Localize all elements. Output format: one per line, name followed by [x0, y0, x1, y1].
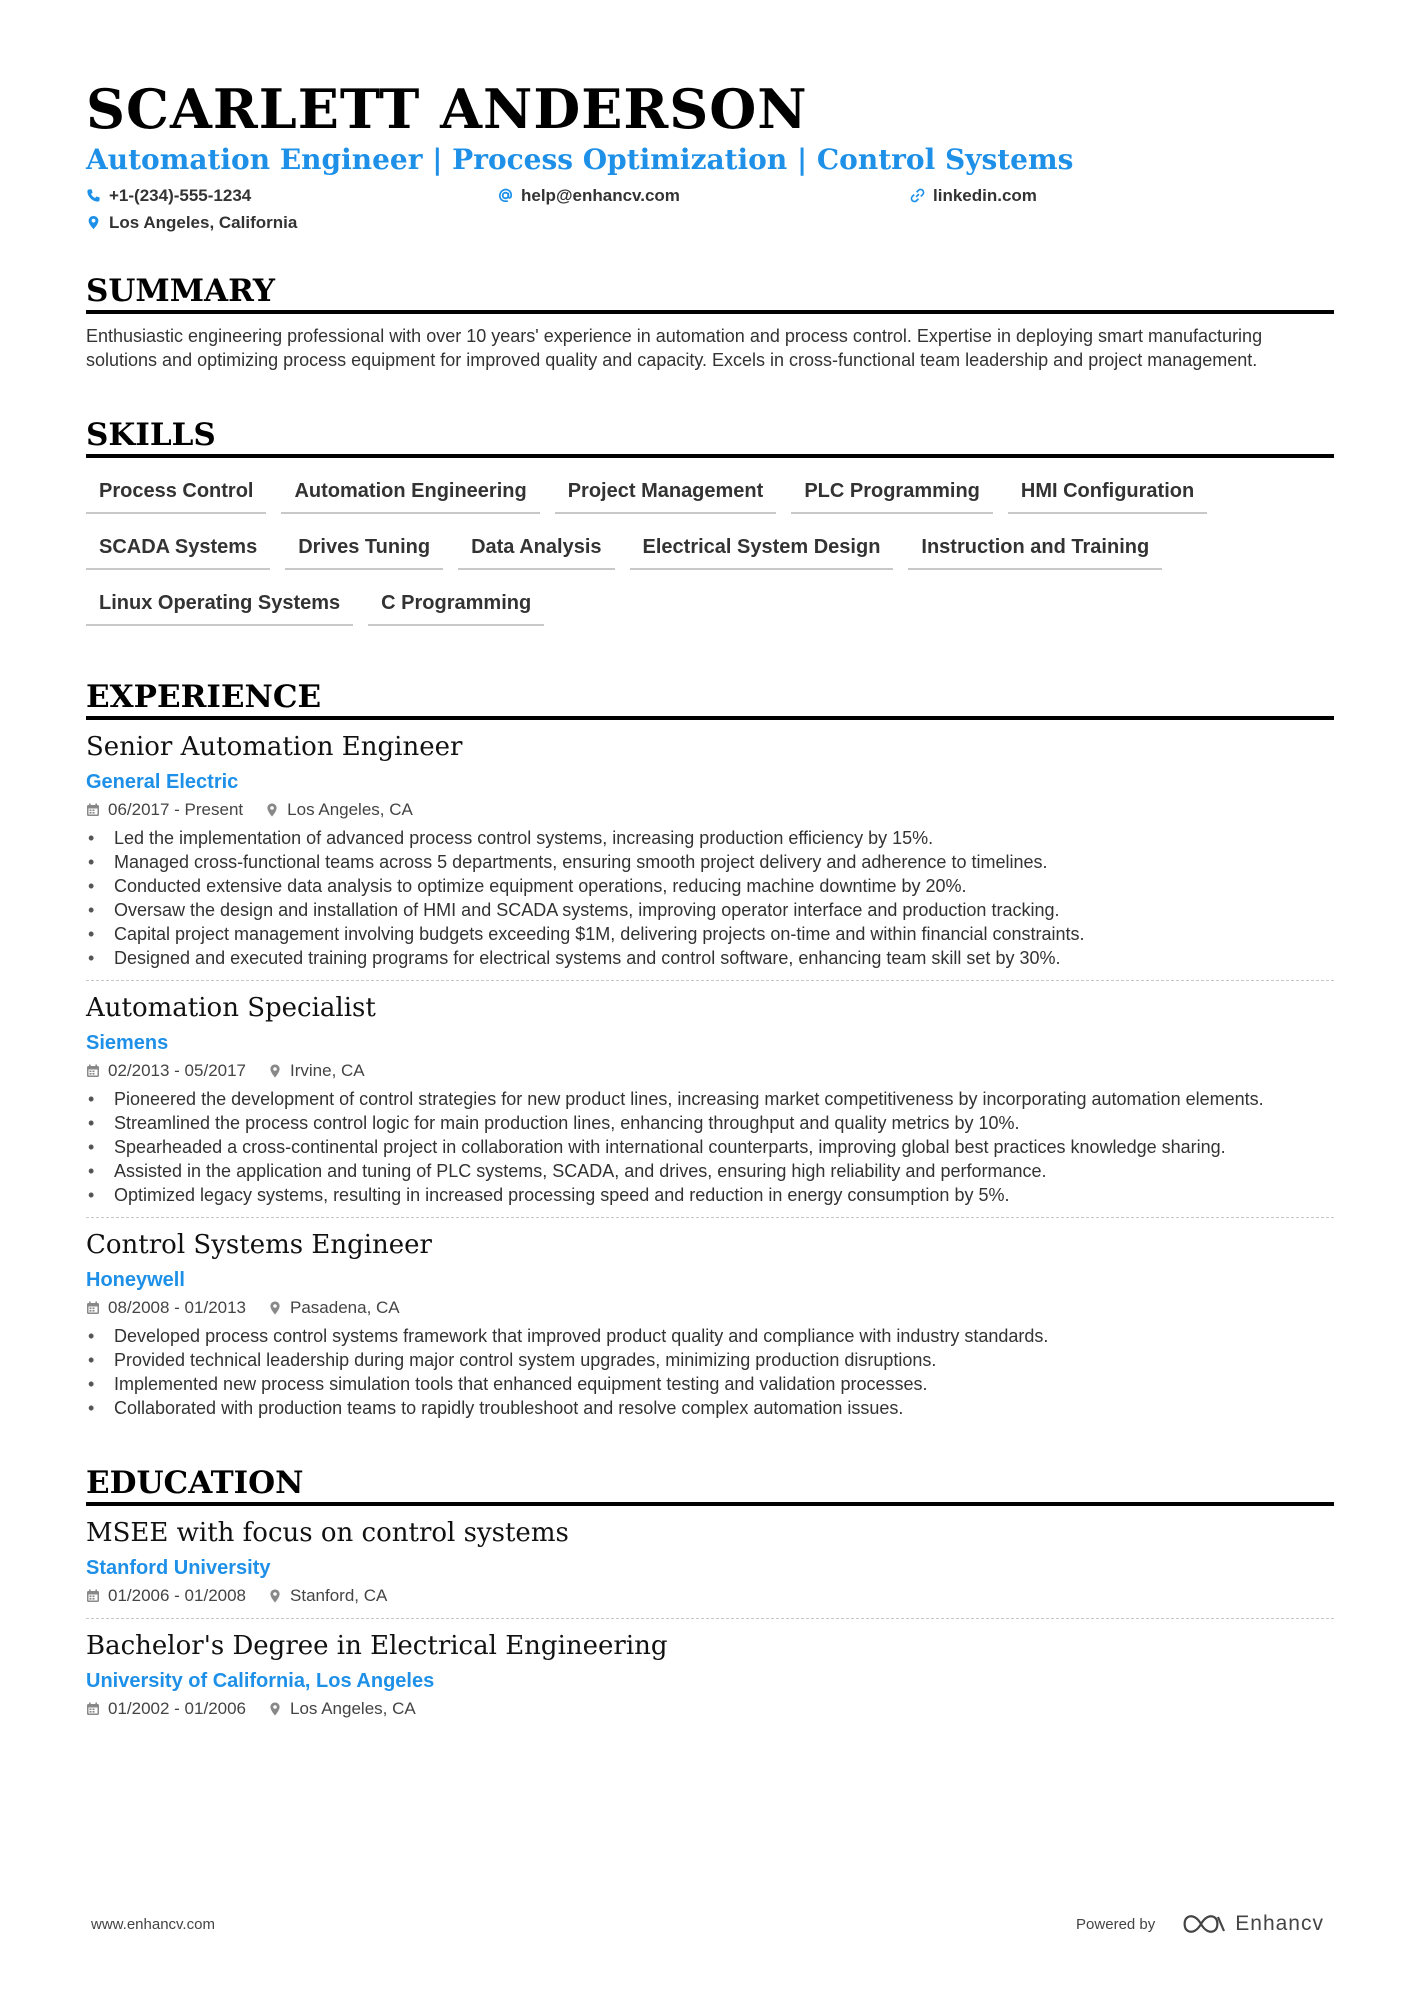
job-location	[268, 1059, 365, 1083]
school-location-text: Stanford, CA	[290, 1586, 388, 1605]
enhancv-logo-icon	[1181, 1912, 1227, 1936]
date-range-text: 01/2006 - 01/2008	[108, 1586, 247, 1605]
school-name: Stanford University	[86, 1557, 271, 1579]
achievement-item: • Assisted in the application and tuning of PLC systems, SCADA, and drives, ensuring high reliability and performance.	[86, 1159, 1334, 1183]
contact-phone-text: +1-(234)-555-1234	[109, 185, 252, 205]
entry-meta	[86, 1697, 1334, 1721]
achievement-item: • Developed process control systems framework that improved product quality and compliance with industry standards.	[86, 1324, 1334, 1348]
candidate-name: SCARLETT ANDERSON	[86, 77, 808, 141]
company-name: Siemens	[86, 1032, 169, 1054]
school-location-text: Los Angeles, CA	[290, 1699, 416, 1718]
skill-tag: HMI Configuration	[1008, 470, 1207, 514]
date-range-text: 08/2008 - 01/2013	[108, 1298, 247, 1317]
calendar-icon	[86, 1064, 100, 1078]
achievement-item: • Spearheaded a cross-continental project in collaboration with international counterparts, improving global best practices knowledge sharing.	[86, 1135, 1334, 1159]
achievement-list	[86, 826, 1334, 970]
date-range-text: 02/2013 - 05/2017	[108, 1061, 247, 1080]
skill-tag: Automation Engineering	[281, 470, 539, 514]
skill-list	[86, 470, 1334, 638]
job-title: Control Systems Engineer	[86, 1230, 432, 1260]
experience-entry	[86, 720, 1334, 981]
education-heading: EDUCATION	[86, 1464, 1334, 1506]
education-entry	[86, 1619, 1334, 1731]
date-range-text: 06/2017 - Present	[108, 800, 244, 819]
school-name: University of California, Los Angeles	[86, 1670, 435, 1692]
location-pin-icon	[86, 215, 101, 230]
skill-tag: Electrical System Design	[630, 526, 894, 570]
candidate-headline: Automation Engineer | Process Optimization | Control Systems	[86, 143, 1074, 176]
contact-phone[interactable]	[86, 182, 498, 209]
skill-tag: SCADA Systems	[86, 526, 270, 570]
achievement-item: • Optimized legacy systems, resulting in increased processing speed and reduction in energy consumption by 5%.	[86, 1183, 1334, 1207]
date-range	[86, 798, 243, 822]
skill-tag: C Programming	[368, 582, 544, 626]
page-footer	[91, 1912, 1324, 1936]
resume-header	[86, 78, 1334, 236]
location-pin-icon	[268, 1301, 282, 1315]
footer-url[interactable]: www.enhancv.com	[91, 1915, 215, 1933]
contact-email[interactable]	[498, 182, 910, 209]
skills-section	[86, 416, 1334, 638]
contact-location-text: Los Angeles, California	[109, 212, 298, 232]
summary-heading: SUMMARY	[86, 272, 1334, 314]
entry-meta	[86, 1059, 1334, 1083]
contact-location	[86, 209, 498, 236]
achievement-item: • Collaborated with production teams to rapidly troubleshoot and resolve complex automation issues.	[86, 1396, 1334, 1420]
job-location-text: Los Angeles, CA	[287, 800, 413, 819]
achievement-item: • Capital project management involving budgets exceeding $1M, delivering projects on-time and within financial constraints.	[86, 922, 1334, 946]
degree-title: Bachelor's Degree in Electrical Engineering	[86, 1631, 668, 1661]
achievement-item: • Pioneered the development of control strategies for new product lines, increasing market competitiveness by incorporating automation elements.	[86, 1087, 1334, 1111]
company-name: General Electric	[86, 771, 239, 793]
entry-meta	[86, 798, 1334, 822]
calendar-icon	[86, 1301, 100, 1315]
achievement-item: • Oversaw the design and installation of HMI and SCADA systems, improving operator interface and production tracking.	[86, 898, 1334, 922]
contact-website-text: linkedin.com	[933, 185, 1037, 205]
calendar-icon	[86, 1589, 100, 1603]
at-icon	[498, 188, 513, 203]
achievement-item: • Led the implementation of advanced process control systems, increasing production efficiency by 15%.	[86, 826, 1334, 850]
location-pin-icon	[265, 803, 279, 817]
date-range	[86, 1697, 246, 1721]
resume-page	[86, 78, 1334, 1731]
date-range	[86, 1059, 246, 1083]
skill-tag: Data Analysis	[458, 526, 614, 570]
contact-list	[86, 182, 1334, 236]
job-location-text: Pasadena, CA	[290, 1298, 400, 1317]
skills-heading: SKILLS	[86, 416, 1334, 458]
experience-section	[86, 678, 1334, 1430]
calendar-icon	[86, 803, 100, 817]
powered-by-text: Powered by	[1076, 1915, 1156, 1933]
location-pin-icon	[268, 1064, 282, 1078]
job-location	[265, 798, 413, 822]
location-pin-icon	[268, 1702, 282, 1716]
company-name: Honeywell	[86, 1269, 185, 1291]
experience-entry	[86, 1218, 1334, 1430]
school-location	[268, 1584, 387, 1608]
brand-name: Enhancv	[1235, 1912, 1324, 1935]
entry-meta	[86, 1584, 1334, 1608]
achievement-item: • Designed and executed training programs for electrical systems and control software, enhancing team skill set by 30%.	[86, 946, 1334, 970]
school-location	[268, 1697, 416, 1721]
date-range	[86, 1296, 246, 1320]
summary-text: Enthusiastic engineering professional with over 10 years' experience in automation and process control. Expertise in deploying smart manufacturing solutions and optimizing process equipment for improved quality and capacity. Excels in cross-functional team leadership and project management.	[86, 326, 1263, 370]
contact-website[interactable]	[910, 182, 1322, 209]
achievement-item: • Provided technical leadership during major control system upgrades, minimizing production disruptions.	[86, 1348, 1334, 1372]
phone-icon	[86, 188, 101, 203]
skill-tag: Drives Tuning	[285, 526, 443, 570]
job-title: Senior Automation Engineer	[86, 732, 463, 762]
date-range	[86, 1584, 246, 1608]
calendar-icon	[86, 1702, 100, 1716]
contact-email-text: help@enhancv.com	[521, 185, 680, 205]
achievement-item: • Streamlined the process control logic for main production lines, enhancing throughput and quality metrics by 10%.	[86, 1111, 1334, 1135]
location-pin-icon	[268, 1589, 282, 1603]
skill-tag: PLC Programming	[791, 470, 993, 514]
entry-meta	[86, 1296, 1334, 1320]
achievement-list	[86, 1087, 1334, 1207]
job-title: Automation Specialist	[86, 993, 376, 1023]
experience-entry	[86, 981, 1334, 1218]
link-icon	[910, 188, 925, 203]
achievement-item: • Conducted extensive data analysis to optimize equipment operations, reducing machine downtime by 20%.	[86, 874, 1334, 898]
achievement-item: • Managed cross-functional teams across 5 departments, ensuring smooth project delivery and adherence to timelines.	[86, 850, 1334, 874]
footer-brand	[1076, 1912, 1324, 1936]
summary-section	[86, 272, 1334, 372]
date-range-text: 01/2002 - 01/2006	[108, 1699, 247, 1718]
job-location	[268, 1296, 400, 1320]
job-location-text: Irvine, CA	[290, 1061, 365, 1080]
skill-tag: Process Control	[86, 470, 266, 514]
achievement-list	[86, 1324, 1334, 1420]
enhancv-logo[interactable]	[1181, 1912, 1324, 1936]
skill-tag: Instruction and Training	[908, 526, 1162, 570]
degree-title: MSEE with focus on control systems	[86, 1518, 569, 1548]
education-entry	[86, 1506, 1334, 1619]
skill-tag: Linux Operating Systems	[86, 582, 353, 626]
skill-tag: Project Management	[555, 470, 777, 514]
achievement-item: • Implemented new process simulation tools that enhanced equipment testing and validation processes.	[86, 1372, 1334, 1396]
experience-heading: EXPERIENCE	[86, 678, 1334, 720]
education-section	[86, 1464, 1334, 1731]
